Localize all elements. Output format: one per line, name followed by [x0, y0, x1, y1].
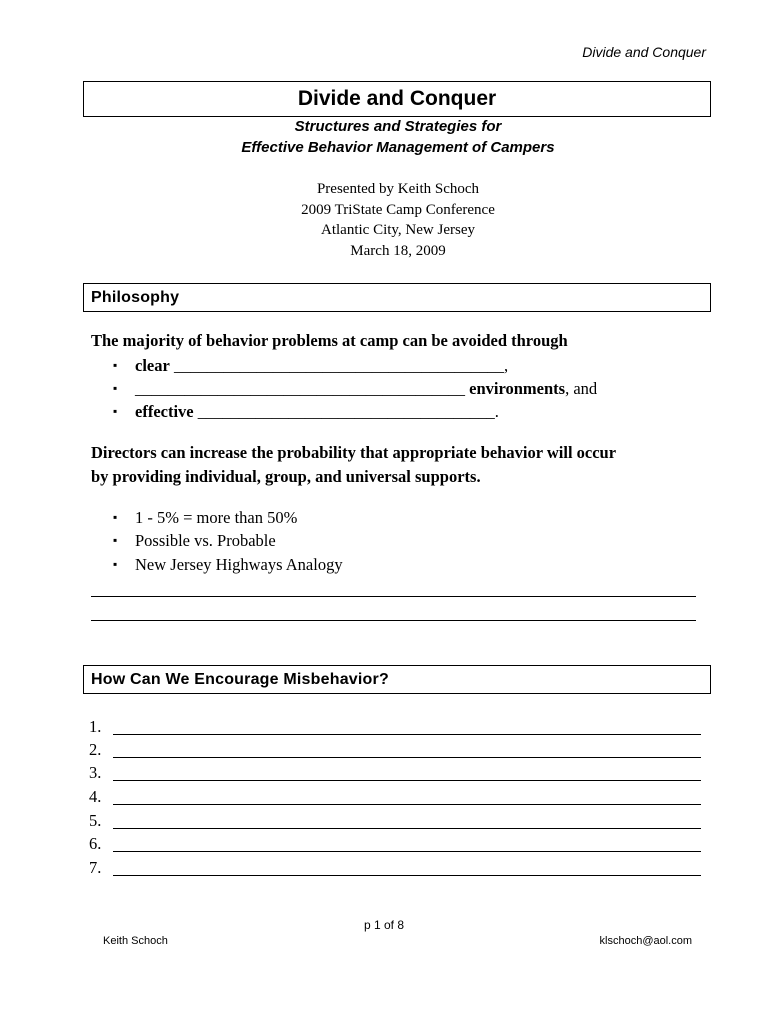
- answer-line: [113, 757, 701, 758]
- misbehavior-heading-box: [83, 665, 711, 694]
- bullet-suffix: environments: [469, 379, 566, 398]
- answer-line: [113, 851, 701, 852]
- location-line: Atlantic City, New Jersey: [321, 222, 475, 238]
- answer-line: [113, 804, 701, 805]
- item-number: 3.: [89, 763, 102, 782]
- blank-bullet-1: [113, 354, 508, 377]
- numbered-item: [89, 810, 113, 832]
- numbered-item: [89, 716, 113, 738]
- answer-line: [113, 828, 701, 829]
- numbered-item: [89, 833, 113, 855]
- point-text: New Jersey Highways Analogy: [135, 555, 343, 574]
- notes-line: [91, 620, 696, 621]
- bullet-prefix: clear: [135, 356, 170, 375]
- numbered-item: [89, 762, 113, 784]
- answer-line: [113, 734, 701, 735]
- bullet-icon: ▪: [113, 533, 118, 547]
- directors-text-1: Directors can increase the probability that appropriate behavior will occur: [91, 443, 617, 462]
- title-box: [83, 81, 711, 117]
- footer-email: klschoch@aol.com: [599, 935, 692, 947]
- footer-author: Keith Schoch: [103, 935, 168, 947]
- philosophy-intro: The majority of behavior problems at camp can be avoided through: [91, 331, 568, 350]
- bullet-tail: , and: [565, 379, 598, 398]
- item-number: 7.: [89, 858, 102, 877]
- answer-line: [113, 780, 701, 781]
- bullet-suffix: .: [494, 402, 499, 421]
- fill-in-blank: ____________________________________: [197, 402, 495, 421]
- point-item: [113, 506, 297, 529]
- notes-line: [91, 596, 696, 597]
- point-item: [113, 529, 276, 552]
- point-item: [113, 553, 343, 576]
- answer-line: [113, 875, 701, 876]
- bullet-prefix: effective: [135, 402, 194, 421]
- bullet-icon: ▪: [113, 557, 118, 571]
- item-number: 4.: [89, 787, 102, 806]
- numbered-item: [89, 739, 113, 761]
- subtitle-line-1: Structures and Strategies for: [294, 118, 502, 135]
- blank-bullet-3: [113, 400, 499, 423]
- point-text: 1 - 5% = more than 50%: [135, 508, 298, 527]
- presenter-line: Presented by Keith Schoch: [316, 181, 480, 197]
- item-number: 1.: [89, 717, 102, 736]
- item-number: 2.: [89, 740, 102, 759]
- bullet-suffix: ,: [503, 356, 509, 375]
- bullet-icon: ▪: [113, 404, 118, 418]
- directors-text-2: by providing individual, group, and universal supports.: [91, 467, 481, 486]
- item-number: 6.: [89, 834, 102, 853]
- point-text: Possible vs. Probable: [135, 531, 276, 550]
- conference-line: 2009 TriState Camp Conference: [301, 202, 495, 218]
- subtitle-line-2: Effective Behavior Management of Campers: [241, 139, 555, 156]
- bullet-icon: ▪: [113, 358, 118, 372]
- date-line: March 18, 2009: [350, 243, 446, 259]
- item-number: 5.: [89, 811, 102, 830]
- philosophy-heading: Philosophy: [91, 289, 180, 306]
- fill-in-blank: ________________________________________: [135, 379, 465, 398]
- philosophy-heading-box: [83, 283, 711, 312]
- blank-bullet-2: [113, 377, 597, 400]
- page-number: p 1 of 8: [363, 918, 405, 932]
- bullet-icon: ▪: [113, 381, 118, 395]
- misbehavior-heading: How Can We Encourage Misbehavior?: [91, 671, 389, 688]
- fill-in-blank: ________________________________________: [173, 356, 504, 375]
- numbered-item: [89, 857, 113, 879]
- running-header: Divide and Conquer: [582, 44, 706, 60]
- bullet-icon: ▪: [113, 510, 118, 524]
- numbered-item: [89, 786, 113, 808]
- document-title: Divide and Conquer: [297, 87, 497, 110]
